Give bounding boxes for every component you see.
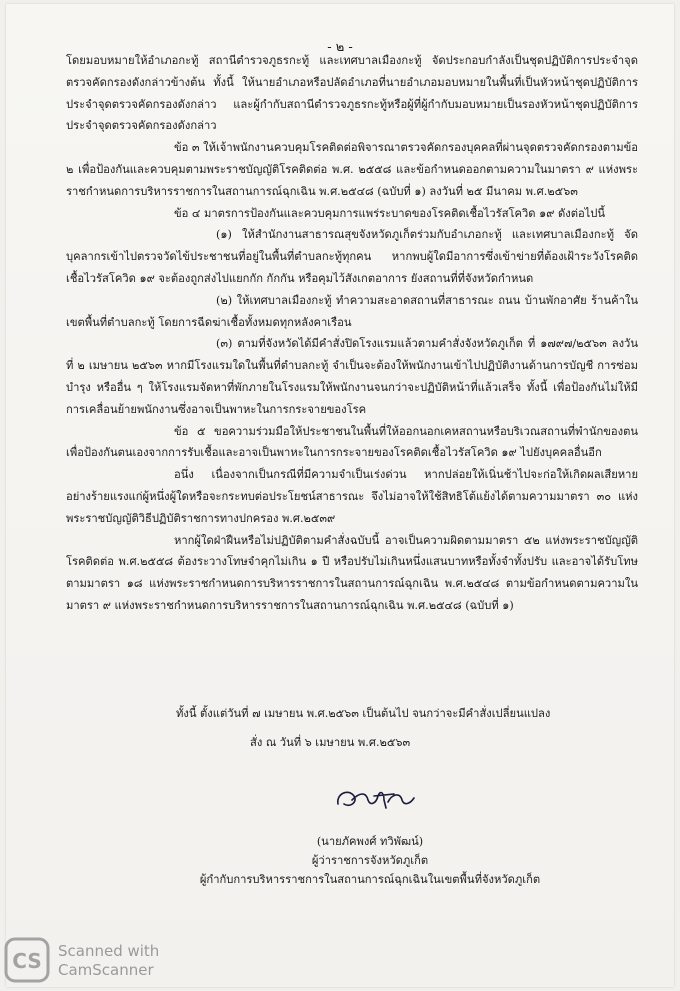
paragraph: (๑) ให้สำนักงานสาธารณสุขจังหวัดภูเก็ตร่วมกับอำเภอกะทู้ และเทศบาลเมืองกะทู้ จัดบุคลากรเข้าไปตรวจวัดไข้ประชาชนที่อยู่ในพื้นที่ตำบลกะทู้ทุกคน หากพบผู้ใดมีอาการซึ่งเข้าข่ายที่ต้องเฝ้าระวังโรคติดเชื้อไวรัสโควิด ๑๙ จะต้องถูกส่งไปแยกกัก กักกัน หรือคุมไว้สังเกตอาการ ยังสถานที่ที่จังหวัดกำหนด (66, 228, 638, 285)
watermark-line-2: CamScanner (58, 961, 154, 979)
paragraph: ข้อ ๕ ขอความร่วมมือให้ประชาชนในพื้นที่ให้ออกนอกเคหสถานหรือบริเวณสถานที่พำนักของตน เพื่อป้องกันตนเองจากการรับเชื้อและอาจเป็นพาหะในการกระจายของโรคติดเชื้อไวรัสโควิด ๑๙ ไปยังบุคคลอื่นอีก (66, 424, 638, 460)
paragraph: โดยมอบหมายให้อำเภอกะทู้ สถานีตำรวจภูธรกะทู้ และเทศบาลเมืองกะทู้ จัดประกอบกำลังเป็นชุดปฏิบัติการประจำจุดตรวจคัดกรองดังกล่าวข้างต้น ทั้งนี้ ให้นายอำเภอหรือปลัดอำเภอที่นายอำเภอมอบหมายในพื้นที่เป็นหัวหน้าชุดปฏิบัติการประจำจุดตรวจคัดกรองดังกล่าว และผู้กำกับสถานีตำรวจภูธรกะทู้หรือผู้ที่ผู้กำกับมอบหมายเป็นรองหัวหน้าชุดปฏิบัติการประจำจุดตรวจคัดกรองดังกล่าว (66, 54, 638, 133)
paragraph: (๒) ให้เทศบาลเมืองกะทู้ ทำความสะอาดสถานที่สาธารณะ ถนน บ้านพักอาศัย ร้านค้าในเขตพื้นที่ตำบลกะทู้ โดยการฉีดฆ่าเชื้อทั้งหมดทุกหลังคาเรือน (66, 293, 638, 329)
ordered-date-line: สั่ง ณ วันที่ ๖ เมษายน พ.ศ.๒๕๖๓ (250, 736, 411, 749)
document-body (66, 50, 638, 617)
scanner-watermark (58, 942, 159, 980)
signatory-title: ผู้ว่าราชการจังหวัดภูเก็ต (311, 854, 429, 867)
paragraph: อนึ่ง เนื่องจากเป็นกรณีที่มีความจำเป็นเร่งด่วน หากปล่อยให้เนิ่นช้าไปจะก่อให้เกิดผลเสียหาย อย่างร้ายแรงแก่ผู้หนึ่งผู้ใดหรือจะกระทบต่อประโยชน์สาธารณะ จึงไม่อาจให้ใช้สิทธิโต้แย้งได้ตามความมาตรา ๓๐ แห่งพระราชบัญญัติวิธีปฏิบัติราชการทางปกครอง พ.ศ.๒๕๓๙ (66, 468, 638, 525)
page-number: - ๒ - (327, 40, 353, 55)
paragraph: ข้อ ๓ ให้เจ้าพนักงานควบคุมโรคติดต่อพิจารณาตรวจคัดกรองบุคคลที่ผ่านจุดตรวจคัดกรองตามข้อ ๒ เพื่อป้องกันและควบคุมตามพระราชบัญญัติโรคติดต่อ พ.ศ. ๒๕๕๘ และข้อกำหนดออกตามความในมาตรา ๙ แห่งพระราชกำหนดการบริหารราชการในสถานการณ์ฉุกเฉิน พ.ศ.๒๕๔๘ (ฉบับที่ ๑) ลงวันที่ ๒๕ มีนาคม พ.ศ.๒๕๖๓ (66, 141, 638, 198)
handwritten-signature (330, 774, 420, 822)
paragraph: หากผู้ใดฝ่าฝืนหรือไม่ปฏิบัติตามคำสั่งฉบับนี้ อาจเป็นความผิดตามมาตรา ๕๒ แห่งพระราชบัญญัติโรคติดต่อ พ.ศ.๒๕๕๘ ต้องระวางโทษจำคุกไม่เกิน ๑ ปี หรือปรับไม่เกินหนึ่งแสนบาทหรือทั้งจำทั้งปรับ และอาจได้รับโทษตามมาตรา ๑๘ แห่งพระราชกำหนดการบริหารราชการในสถานการณ์ฉุกเฉิน พ.ศ.๒๕๔๘ ตามข้อกำหนดตามความในมาตรา ๙ แห่งพระราชกำหนดการบริหารราชการในสถานการณ์ฉุกเฉิน พ.ศ.๒๕๔๘ (ฉบับที่ ๑) (66, 533, 638, 612)
effective-date-line: ทั้งนี้ ตั้งแต่วันที่ ๗ เมษายน พ.ศ.๒๕๖๓ เป็นต้นไป จนกว่าจะมีคำสั่งเปลี่ยนแปลง (176, 707, 551, 720)
camscanner-logo-icon (2, 935, 52, 985)
signatory-role: ผู้กำกับการบริหารราชการในสถานการณ์ฉุกเฉินในเขตพื้นที่จังหวัดภูเก็ต (199, 873, 541, 886)
paragraph: (๓) ตามที่จังหวัดได้มีคำสั่งปิดโรงแรมแล้วตามคำสั่งจังหวัดภูเก็ต ที่ ๑๗๙๗/๒๕๖๓ ลงวันที่ ๒ เมษายน ๒๕๖๓ หากมีโรงแรมใดในพื้นที่ตำบลกะทู้ จำเป็นจะต้องให้พนักงานเข้าไปปฏิบัติงานด้านการบัญชี การซ่อมบำรุง หรืออื่น ๆ ให้โรงแรมจัดหาที่พักภายในโรงแรมให้พนักงานจนกว่าจะปฏิบัติหน้าที่แล้วเสร็จ ทั้งนี้ เพื่อป้องกันไม่ให้มีการเคลื่อนย้ายพนักงานซึ่งอาจเป็นพาหะในการกระจายของโรค (66, 337, 638, 416)
watermark-line-1: Scanned with (58, 942, 160, 960)
signature-block (150, 832, 590, 889)
camscanner-logo-text: CS (12, 949, 42, 973)
signatory-name: (นายภัคพงศ์ ทวิพัฒน์) (316, 835, 424, 848)
paragraph: ข้อ ๔ มาตรการป้องกันและควบคุมการแพร่ระบาดของโรคติดเชื้อไวรัสโควิด ๑๙ ดังต่อไปนี้ (174, 206, 606, 220)
